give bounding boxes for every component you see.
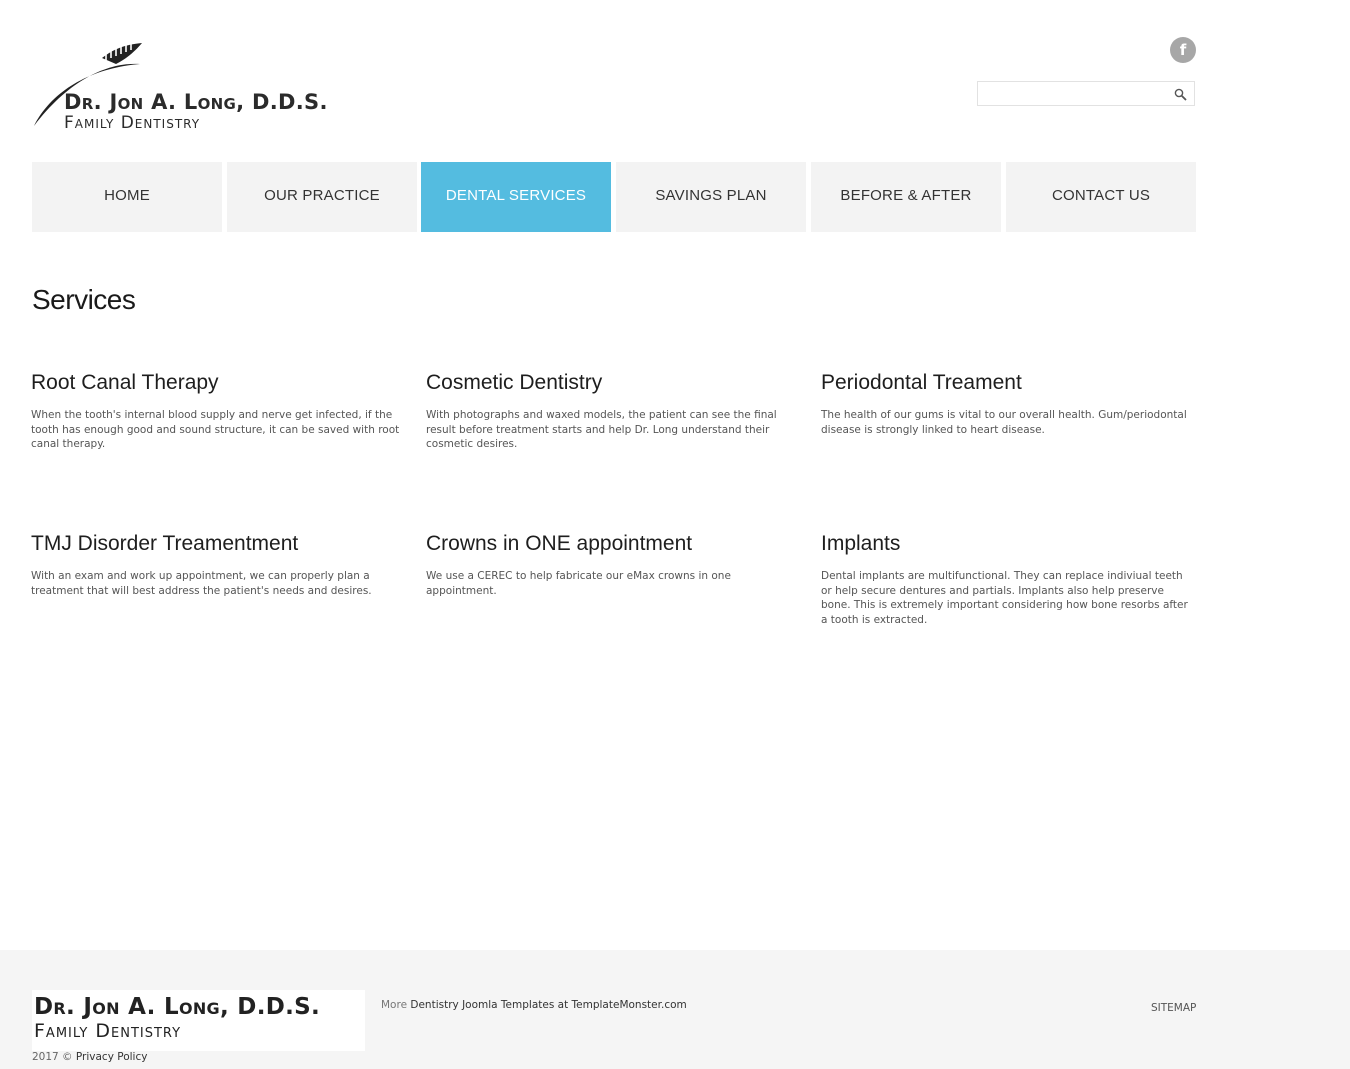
nav-item-home[interactable]: HOME [32, 162, 222, 232]
template-credit-link[interactable]: Dentistry Joomla Templates at TemplateMonster.com [410, 999, 687, 1011]
facebook-icon[interactable]: f [1170, 37, 1196, 63]
service-item [426, 370, 796, 452]
service-description: When the tooth's internal blood supply and nerve get infected, if the tooth has enough good and sound structure, it can be saved with root canal therapy. [31, 409, 400, 450]
service-description: We use a CEREC to help fabricate our eMax crowns in one appointment. [426, 570, 731, 597]
search-icon[interactable] [1174, 88, 1187, 101]
logo-subtitle: Family Dentistry [64, 113, 201, 133]
nav-item-dental-services[interactable]: DENTAL SERVICES [421, 162, 611, 232]
service-title[interactable]: Implants [821, 532, 901, 555]
nav-item-before-after[interactable]: BEFORE & AFTER [811, 162, 1001, 232]
logo[interactable] [32, 40, 342, 135]
service-description: With photographs and waxed models, the patient can see the final result before treatment starts and help Dr. Long understand their cosmetic desires. [426, 409, 777, 450]
service-description: The health of our gums is vital to our overall health. Gum/periodontal disease is strongly linked to heart disease. [821, 409, 1187, 436]
template-credit-prefix: More [381, 999, 411, 1011]
nav-item-contact-us[interactable]: CONTACT US [1006, 162, 1196, 232]
copyright-year: 2017 © [32, 1051, 76, 1063]
service-title[interactable]: Root Canal Therapy [31, 371, 219, 394]
search-box [977, 81, 1195, 106]
template-credit [381, 999, 687, 1011]
footer [0, 950, 1350, 1069]
page-title: Services [32, 284, 136, 315]
logo-name: Dr. Jon A. Long, D.D.S. [64, 90, 328, 114]
service-description: With an exam and work up appointment, we can properly plan a treatment that will best address the patient's needs and desires. [31, 570, 372, 597]
sitemap-link[interactable]: SITEMAP [1151, 1002, 1197, 1014]
service-description: Dental implants are multifunctional. They can replace indiviual teeth or help secure dentures and partials. Implants also help preserve bone. This is extremely important considering how bone resorbs after a tooth is extracted. [821, 570, 1188, 626]
footer-logo-subtitle: Family Dentistry [34, 1020, 182, 1042]
service-title[interactable]: TMJ Disorder Treamentment [31, 532, 299, 555]
footer-logo-name: Dr. Jon A. Long, D.D.S. [34, 994, 321, 1020]
nav-item-savings-plan[interactable]: SAVINGS PLAN [616, 162, 806, 232]
footer-logo[interactable] [32, 990, 365, 1051]
service-item [31, 370, 401, 452]
nav-item-our-practice[interactable]: OUR PRACTICE [227, 162, 417, 232]
privacy-policy-link[interactable]: Privacy Policy [75, 1051, 148, 1063]
service-title[interactable]: Crowns in ONE appointment [426, 532, 693, 555]
copyright [32, 1051, 147, 1063]
service-item [31, 531, 401, 598]
service-title[interactable]: Periodontal Treament [821, 371, 1022, 394]
service-title[interactable]: Cosmetic Dentistry [426, 371, 603, 394]
service-item [821, 531, 1191, 627]
service-item [821, 370, 1191, 437]
search-input[interactable] [978, 82, 1179, 105]
service-item [426, 531, 796, 598]
